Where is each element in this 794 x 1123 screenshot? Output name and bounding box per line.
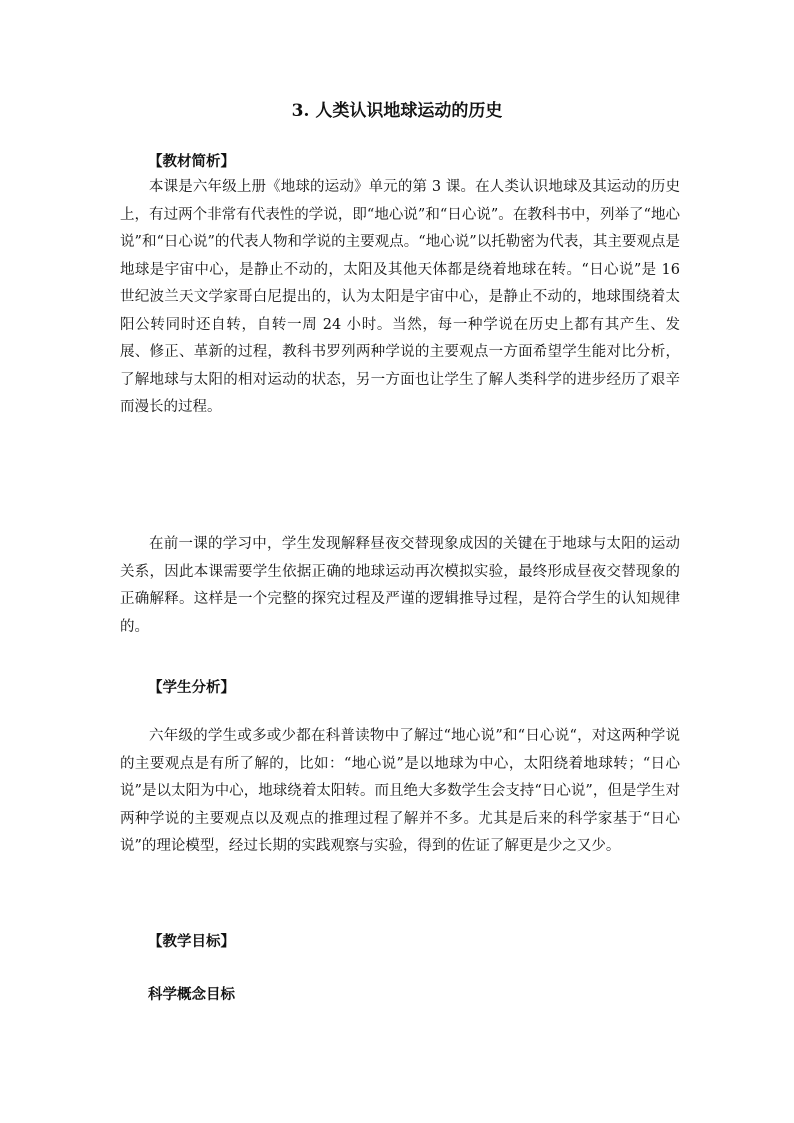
paragraph-textbook-analysis-2: 在前一课的学习中，学生发现解释昼夜交替现象成因的关键在于地球与太阳的运动关系，因此本课需要学生依据正确的地球运动再次模拟实验，最终形成昼夜交替现象的正确解释。这样是一个完整的探究过程及严谨的逻辑推导过程，是符合学生的认知规律的。 <box>120 536 680 635</box>
section-heading-teaching-goals: 【教学目标】 <box>148 933 235 950</box>
section-heading-student-analysis: 【学生分析】 <box>148 679 235 696</box>
paragraph-student-analysis: 六年级的学生或多或少都在科普读物中了解过“地心说”和“日心说“，对这两种学说的主要观点是有所了解的，比如：“地心说”是以地球为中心，太阳绕着地球转；“日心说”是以太阳为中心，地球绕着太阳转。而且绝大多数学生会支持“日心说”，但是学生对两种学说的主要观点以及观点的推理过程了解并不多。尤其是后来的科学家基于“日心说”的理论模型，经过长期的实践观察与实验，得到的佐证了解更是少之又少。 <box>120 728 680 854</box>
paragraph-textbook-analysis-1: 本课是六年级上册《地球的运动》单元的第 3 课。在人类认识地球及其运动的历史上，有过两个非常有代表性的学说，即“地心说”和“日心说”。在教科书中，列举了“地心说”和“日心说”的代表人物和学说的主要观点。“地心说”以托勒密为代表，其主要观点是地球是宇宙中心，是静止不动的，太阳及其他天体都是绕着地球在转。“日心说”是 16 世纪波兰天文学家哥白尼提出的，认为太阳是宇宙中心，是静止不动的，地球围绕着太阳公转同时还自转，自转一周 24 小时。当然，每一种学说在历史上都有其产生、发展、修正、革新的过程，教科书罗列两种学说的主要观点一方面希望学生能对比分析，了解地球与太阳的相对运动的状态，另一方面也让学生了解人类科学的进步经历了艰辛而漫长的过程。 <box>120 179 680 415</box>
subheading-science-concept-goals: 科学概念目标 <box>148 986 235 1003</box>
section-heading-textbook-analysis: 【教材简析】 <box>148 153 235 170</box>
document-title: 3. 人类认识地球运动的历史 <box>291 101 503 121</box>
